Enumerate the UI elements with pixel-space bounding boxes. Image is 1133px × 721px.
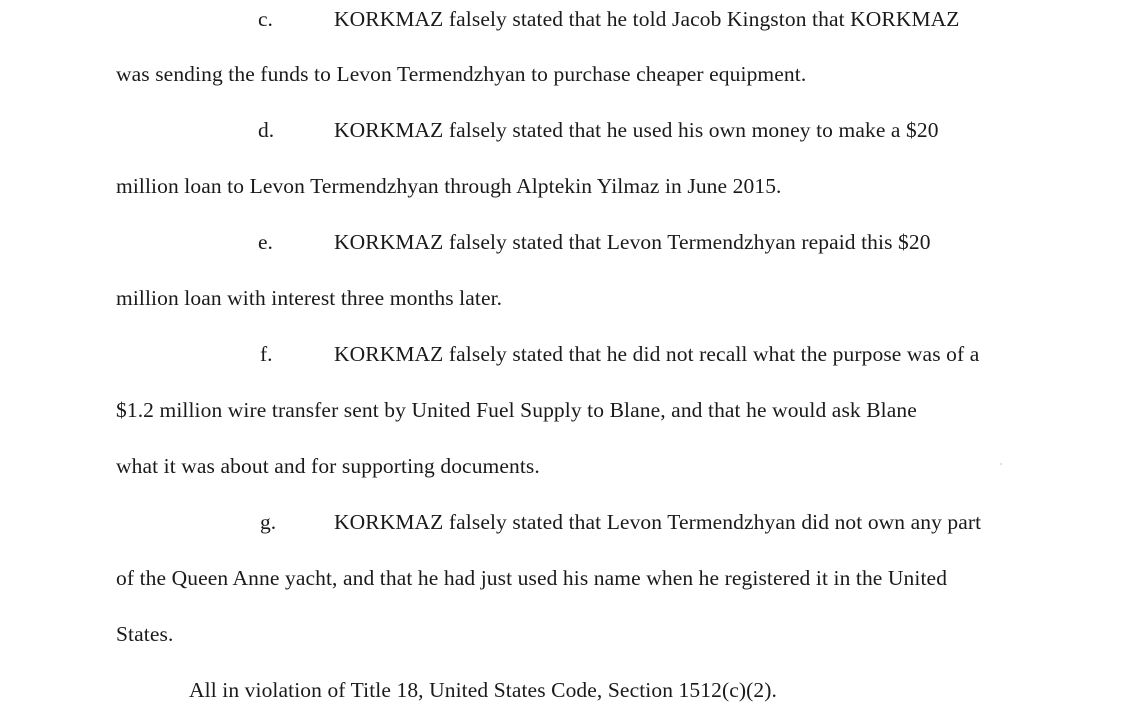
closing-statement: All in violation of Title 18, United States Code, Section 1512(c)(2). <box>189 678 777 702</box>
item-marker-g: g. <box>260 510 277 534</box>
item-e-text-line-2: million loan with interest three months later. <box>116 286 503 310</box>
item-f-text-line-1: KORKMAZ falsely stated that he did not recall what the purpose was of a <box>334 342 980 366</box>
item-marker-c: c. <box>258 7 273 31</box>
item-g-text-line-3: States. <box>116 622 174 646</box>
item-g-text-line-1: KORKMAZ falsely stated that Levon Termendzhyan did not own any part <box>334 510 982 534</box>
item-c-text-line-1: KORKMAZ falsely stated that he told Jacob Kingston that KORKMAZ <box>334 7 960 31</box>
item-d-text-line-2: million loan to Levon Termendzhyan through Alptekin Yilmaz in June 2015. <box>116 174 782 198</box>
item-marker-f: f. <box>260 342 273 366</box>
scan-speck <box>1000 463 1002 465</box>
item-e-text-line-1: KORKMAZ falsely stated that Levon Termendzhyan repaid this $20 <box>334 230 931 254</box>
item-marker-e: e. <box>258 230 273 254</box>
item-c-text-line-2: was sending the funds to Levon Termendzhyan to purchase cheaper equipment. <box>116 62 807 86</box>
item-f-text-line-2: $1.2 million wire transfer sent by United Fuel Supply to Blane, and that he would ask Blane <box>116 398 917 422</box>
item-f-text-line-3: what it was about and for supporting documents. <box>116 454 540 478</box>
item-d-text-line-1: KORKMAZ falsely stated that he used his own money to make a $20 <box>334 118 939 142</box>
item-marker-d: d. <box>258 118 275 142</box>
item-g-text-line-2: of the Queen Anne yacht, and that he had just used his name when he registered it in the United <box>116 566 948 590</box>
